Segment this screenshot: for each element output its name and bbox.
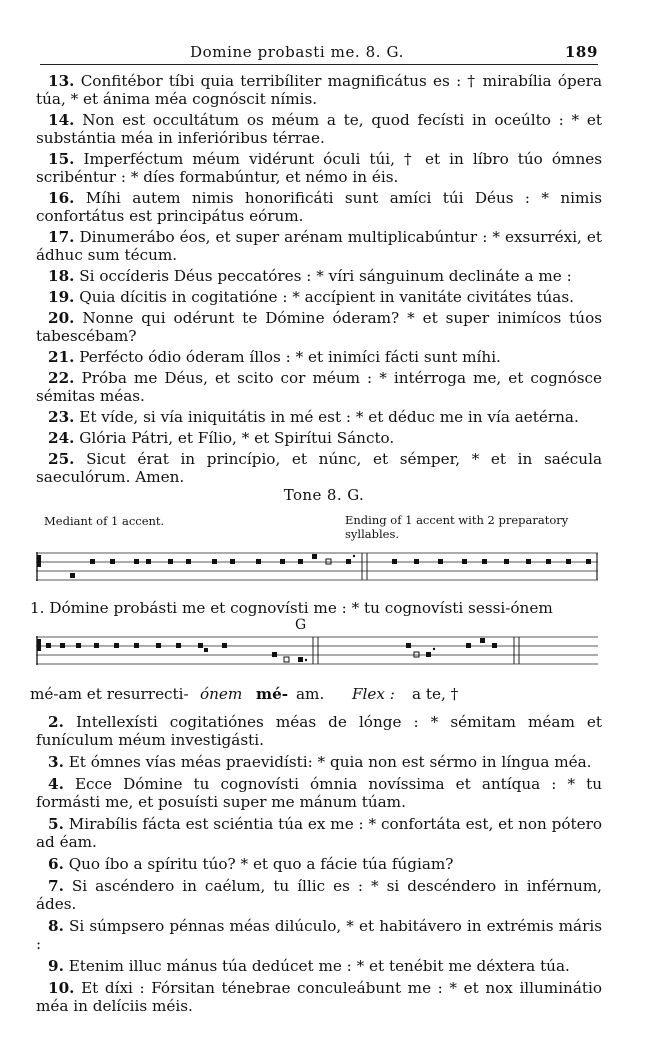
verse-number: 9. (48, 957, 64, 975)
neumes (70, 554, 591, 578)
lyric-segment: am. (296, 685, 325, 703)
verse-text: Intellexísti cogitatiónes méas de lónge : * sémitam méam et funículum méum investigásti. (36, 713, 603, 749)
verse-number: 4. (48, 775, 64, 793)
chant-lyric-line-1: 1. Dómine probásti me et cognovísti me : * tu cognovísti sessi-ónem (30, 599, 553, 617)
verse (36, 111, 602, 147)
verse-text: Confitébor tíbi quia terribíliter magnificátus es : † mirabília ópera túa, * et ánima méa cognóscit nímis. (36, 72, 603, 108)
verse-number: 14. (48, 111, 75, 129)
verse (36, 957, 602, 975)
verse-text: Non est occultátum os méum a te, quod fecísti in oceúlto : * et substántia méa in inferióribus térrae. (36, 111, 603, 147)
verse-text: Nonne qui odérunt te Dómine óderam? * et super inimícos túos tabescébam? (36, 309, 603, 345)
verse-text: Si súmpsero pénnas méas dilúculo, * et habitávero in extrémis máris : (36, 917, 603, 953)
verse (36, 450, 602, 486)
verse-number: 8. (48, 917, 64, 935)
verse-number: 20. (48, 309, 75, 327)
lyric-segment: mé-am et resurrecti- (30, 685, 189, 703)
verse (36, 979, 602, 1015)
verse-number: 24. (48, 429, 75, 447)
verse-number: 6. (48, 855, 64, 873)
verse (36, 228, 602, 264)
verse (36, 917, 602, 953)
verse-number: 3. (48, 753, 64, 771)
psalm-verses-bottom (36, 713, 602, 1019)
verse-number: 18. (48, 267, 75, 285)
verse (36, 877, 602, 913)
chant-staff-example (36, 632, 598, 678)
verse-text: Perfécto ódio óderam íllos : * et inimíci fácti sunt míhi. (79, 348, 501, 366)
verse-text: Et díxi : Fórsitan ténebrae conculeábunt me : * et nox illuminátio méa in delíciis méis. (36, 979, 602, 1015)
neumes (46, 638, 497, 662)
clef-icon (37, 555, 41, 567)
verse (36, 288, 602, 306)
verse (36, 369, 602, 405)
verse-number: 21. (48, 348, 75, 366)
staff-notation (36, 548, 598, 594)
verse-text: Quo íbo a spíritu túo? * et quo a fácie túa fúgiam? (68, 855, 454, 873)
tone-ending-mark: G (295, 617, 307, 633)
verse-text: Próba me Déus, et scito cor méum : * intérroga me, et cognósce sémitas méas. (36, 369, 603, 405)
verse (36, 429, 602, 447)
verse (36, 72, 602, 108)
verse-text: Míhi autem nimis honorificáti sunt amíci túi Déus : * nimis confortátus est principátus eórum. (36, 189, 603, 225)
verse-number: 25. (48, 450, 75, 468)
staff-notation (36, 632, 598, 678)
psalm-verses-top (36, 72, 602, 489)
running-header (40, 43, 600, 63)
flex-text: a te, † (412, 685, 459, 703)
verse (36, 150, 602, 186)
verse-text: Glória Pátri, et Fílio, * et Spirítui Sáncto. (79, 429, 395, 447)
verse-text: Mirabílis fácta est sciéntia túa ex me : * confortáta est, et non pótero ad éam. (36, 815, 602, 851)
lyric-segment-accent: mé- (256, 685, 289, 703)
verse-text: Et ómnes vías méas praevidísti: * quia non est sérmo in língua méa. (68, 753, 592, 771)
lyric-segment-italic: ónem (200, 685, 243, 703)
verse-text: Dinumerábo éos, et super arénam multiplicabúntur : * exsurréxi, et ádhuc sum técum. (36, 228, 603, 264)
verse (36, 713, 602, 749)
verse (36, 309, 602, 345)
verse-number: 23. (48, 408, 75, 426)
clef-icon (37, 639, 41, 651)
verse-text: Imperféctum méum vidérunt óculi túi, † et in líbro túo ómnes scribéntur : * díes formabúntur, et némo in éis. (36, 150, 603, 186)
verse-number: 5. (48, 815, 64, 833)
flex-label: Flex : (352, 685, 395, 703)
verse-text: Etenim illuc mánus túa dedúcet me : * et tenébit me déxtera túa. (68, 957, 570, 975)
header-rule (40, 64, 598, 65)
verse-text: Quia dícitis in cogitatióne : * accípient in vanitáte civitátes túas. (79, 288, 574, 306)
verse-number: 22. (48, 369, 75, 387)
verse-number: 7. (48, 877, 64, 895)
verse (36, 815, 602, 851)
verse (36, 348, 602, 366)
verse (36, 408, 602, 426)
verse-text: Et víde, si vía iniquitátis in mé est : * et déduc me in vía aetérna. (79, 408, 579, 426)
verse-text: Ecce Dómine tu cognovísti ómnia novíssima et antíqua : * tu formásti me, et posuísti super me mánum túam. (36, 775, 602, 811)
page-number: 189 (564, 43, 598, 61)
verse (36, 189, 602, 225)
verse-text: Si ascéndero in caélum, tu íllic es : * si descéndero in inférnum, ádes. (36, 877, 602, 913)
verse-number: 17. (48, 228, 75, 246)
verse-number: 16. (48, 189, 75, 207)
verse-number: 13. (48, 72, 75, 90)
verse (36, 267, 602, 285)
verse (36, 855, 602, 873)
running-title: Domine probasti me. 8. G. (190, 43, 404, 61)
tone-title: Tone 8. G. (283, 486, 365, 504)
verse-number: 2. (48, 713, 64, 731)
verse-number: 10. (48, 979, 75, 997)
mediant-label: Mediant of 1 accent. (44, 514, 165, 528)
ending-label: Ending of 1 accent with 2 preparatory syllables. (345, 513, 569, 541)
verse-number: 19. (48, 288, 75, 306)
verse-text: Si occíderis Déus peccatóres : * víri sánguinum declináte a me : (79, 267, 572, 285)
verse (36, 775, 602, 811)
verse-number: 15. (48, 150, 75, 168)
verse-text: Sicut érat in princípio, et núnc, et sémper, * et in saécula saeculórum. Amen. (36, 450, 602, 486)
verse (36, 753, 602, 771)
chant-staff-tone (36, 548, 598, 594)
